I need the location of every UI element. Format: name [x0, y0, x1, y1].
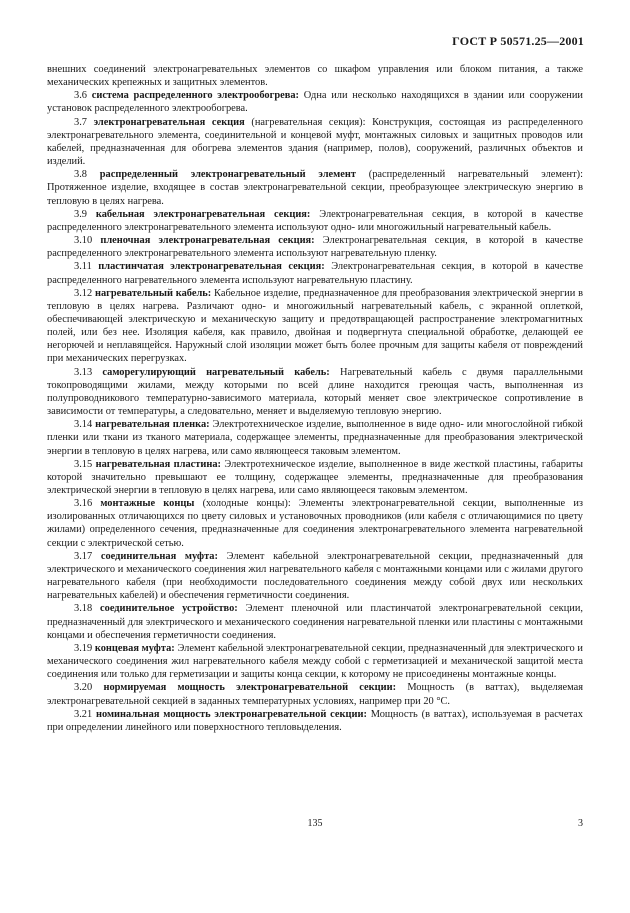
- definition-text: (холодные концы): Элементы электронагревательной секции, выполненные из изолированных отличающихся по цвету силовых и установочных проводников (или кабеля с отличающимися по цвету жилами) определенного сечения, предназначенные для соединения электронагревательного элемента нагревательной секции с электрической сетью.: [47, 498, 583, 549]
- page-number-center: 135: [307, 818, 323, 829]
- definitions-list: [47, 89, 583, 734]
- definition-item: [47, 458, 583, 497]
- definition-text: Кабельное изделие, предназначенное для преобразования электрической энергии в тепловую в целях нагрева. Различают одно- и многожильный нагревательный кабель, с экранной оплеткой, обеспечивающей электрическую и механическую защиту и предотвращающей распространение электромагнитных полей, или без нее. Изоляция кабеля, как правило, двойная и подвергнута специальной обработке, делающей ее негорючей и неплавящейся. Наружный слой изоляции может быть более прочным для защиты кабеля от повреждений при механических перегрузках.: [47, 287, 583, 365]
- definition-item: [47, 234, 583, 260]
- definition-term: концевая муфта:: [94, 642, 175, 654]
- definition-number: 3.8: [74, 169, 87, 181]
- definition-text: Электронагревательная секция, в которой в качестве распределенного электронагревательного элемента используют одно- или многожильный нагревательный кабель.: [47, 208, 583, 233]
- definition-number: 3.21: [74, 708, 93, 720]
- definition-term: пленочная электронагревательная секция:: [100, 235, 315, 247]
- document-body: [47, 63, 583, 734]
- definition-number: 3.7: [74, 116, 87, 128]
- definition-text: Нагревательный кабель с двумя параллельными токопроводящими жилами, между которыми по всей длине находится греющая часть, выполненная из полупроводникового температурно-зависимого материала, который меняет свое электрическое сопротивление в зависимости от температуры, а следовательно, меняет и выделяемую тепловую энергию.: [47, 366, 583, 418]
- definition-item: [47, 260, 583, 286]
- definition-item: [47, 89, 583, 115]
- definition-term: саморегулирующий нагревательный кабель:: [102, 366, 330, 378]
- definition-text: Электронагревательная секция, в которой в качестве распределенного электронагревательного элемента используют нагревательную пленку.: [47, 235, 583, 260]
- definition-number: 3.6: [74, 90, 87, 102]
- definition-item: [47, 497, 583, 550]
- definition-text: Одна или несколько находящихся в здании или сооружении установок распределенного электрообогрева.: [47, 90, 583, 115]
- definition-text: Мощность (в ваттах), выделяемая электронагревательной секцией в заданных температурных условиях, например при 20 °С.: [47, 682, 583, 707]
- definition-text: (распределенный нагревательный элемент): Протяженное изделие, входящее в состав электронагревательной секции, преобразующее электрическую энергию в тепловую в целях нагрева.: [47, 169, 583, 207]
- definition-term: нагревательный кабель:: [95, 287, 212, 299]
- definition-item: [47, 208, 583, 234]
- definition-text: Элемент пленочной или пластинчатой электронагревательной секции, предназначенный для электрического и механического соединения нагревательной пленки или пластины с монтажными концами и обеспечения герметичности соединения.: [47, 603, 583, 641]
- definition-item: [47, 681, 583, 707]
- definition-item: [47, 550, 583, 603]
- definition-number: 3.13: [74, 366, 93, 378]
- definition-number: 3.10: [74, 235, 93, 247]
- definition-text: Элемент кабельной электронагревательной секции, предназначенный для электрического и механического соединения жил нагревательного кабеля с монтажными концами или с жилами другого нагревательного кабеля (при необходимости последовательного соединения между собой двух или нескольких нагревательных кабелей) и обеспечения герметичности соединения.: [47, 550, 583, 602]
- definition-term: электронагревательная секция: [93, 116, 245, 128]
- definition-item: [47, 116, 583, 169]
- definition-item: [47, 708, 583, 734]
- page-number-right: 3: [578, 818, 583, 829]
- definition-item: [47, 418, 583, 457]
- definition-term: система распределенного электрообогрева:: [91, 90, 299, 102]
- definition-item: [47, 642, 583, 681]
- definition-number: 3.19: [74, 642, 93, 654]
- definition-term: распределенный электронагревательный элемент: [99, 169, 356, 181]
- definition-term: соединительное устройство:: [100, 603, 238, 615]
- definition-term: нагревательная пленка:: [95, 419, 210, 431]
- definition-number: 3.16: [74, 498, 93, 510]
- definition-term: нормируемая мощность электронагревательной секции:: [103, 682, 397, 694]
- definition-term: нагревательная пластина:: [95, 458, 221, 470]
- definition-item: [47, 287, 583, 366]
- definition-number: 3.17: [74, 550, 93, 562]
- definition-text: Электротехническое изделие, выполненное в виде жесткой пластины, габариты которой значительно превышают ее толщину, содержащее элементы, предназначенные для преобразования электрической энергии в тепловую в целях нагрева, или само являющееся таковым элементом.: [47, 458, 583, 496]
- definition-text: Мощность (в ваттах), используемая в расчетах при определении линейного или поверхностного тепловыделения.: [47, 708, 583, 733]
- intro-paragraph: внешних соединений электронагревательных элементов со шкафом управления или блоком питания, а также механических крепежных и защитных элементов.: [47, 64, 583, 89]
- definition-term: кабельная электронагревательная секция:: [95, 208, 311, 220]
- document-header: ГОСТ Р 50571.25—2001: [452, 34, 584, 48]
- definition-number: 3.14: [74, 419, 93, 431]
- definition-item: [47, 602, 583, 641]
- definition-number: 3.12: [74, 287, 93, 299]
- definition-text: Электротехническое изделие, выполненное в виде одно- или многослойной гибкой пленки или ткани из тканого материала, содержащее элементы, предназначенные для преобразования электрической энергии в тепловую в целях нагрева, или само являющееся таковым элементом.: [47, 419, 583, 457]
- definition-number: 3.18: [74, 603, 93, 615]
- definition-term: монтажные концы: [100, 498, 195, 510]
- definition-number: 3.11: [74, 261, 92, 273]
- definition-term: соединительная муфта:: [100, 550, 218, 562]
- definition-number: 3.20: [74, 682, 93, 694]
- definition-number: 3.15: [74, 458, 93, 470]
- definition-text: Электронагревательная секция, в которой в качестве распределенного нагревательного элемента используют нагревательную пластину.: [47, 261, 583, 286]
- definition-text: Элемент кабельной электронагревательной секции, предназначенный для электрического и механического соединения жил нагревательного кабеля между собой с герметизацией и механической защитой места соединения или только для герметизации и защиты конца секции, к которому не присоединены монтажные концы.: [47, 642, 583, 681]
- definition-term: пластинчатая электронагревательная секция:: [98, 261, 325, 273]
- definition-number: 3.9: [74, 208, 87, 220]
- definition-text: (нагревательная секция): Конструкция, состоящая из распределенного электронагревательного элемента, соединительной и концевой муфт, монтажных силовых и защитных проводов или кабелей, предназначенная для обогрева элементов здания (например, полов), сооружений, различных объектов и изделий.: [47, 116, 583, 168]
- definition-term: номинальная мощность электронагревательной секции:: [96, 708, 367, 720]
- definition-item: [47, 168, 583, 207]
- definition-item: [47, 366, 583, 419]
